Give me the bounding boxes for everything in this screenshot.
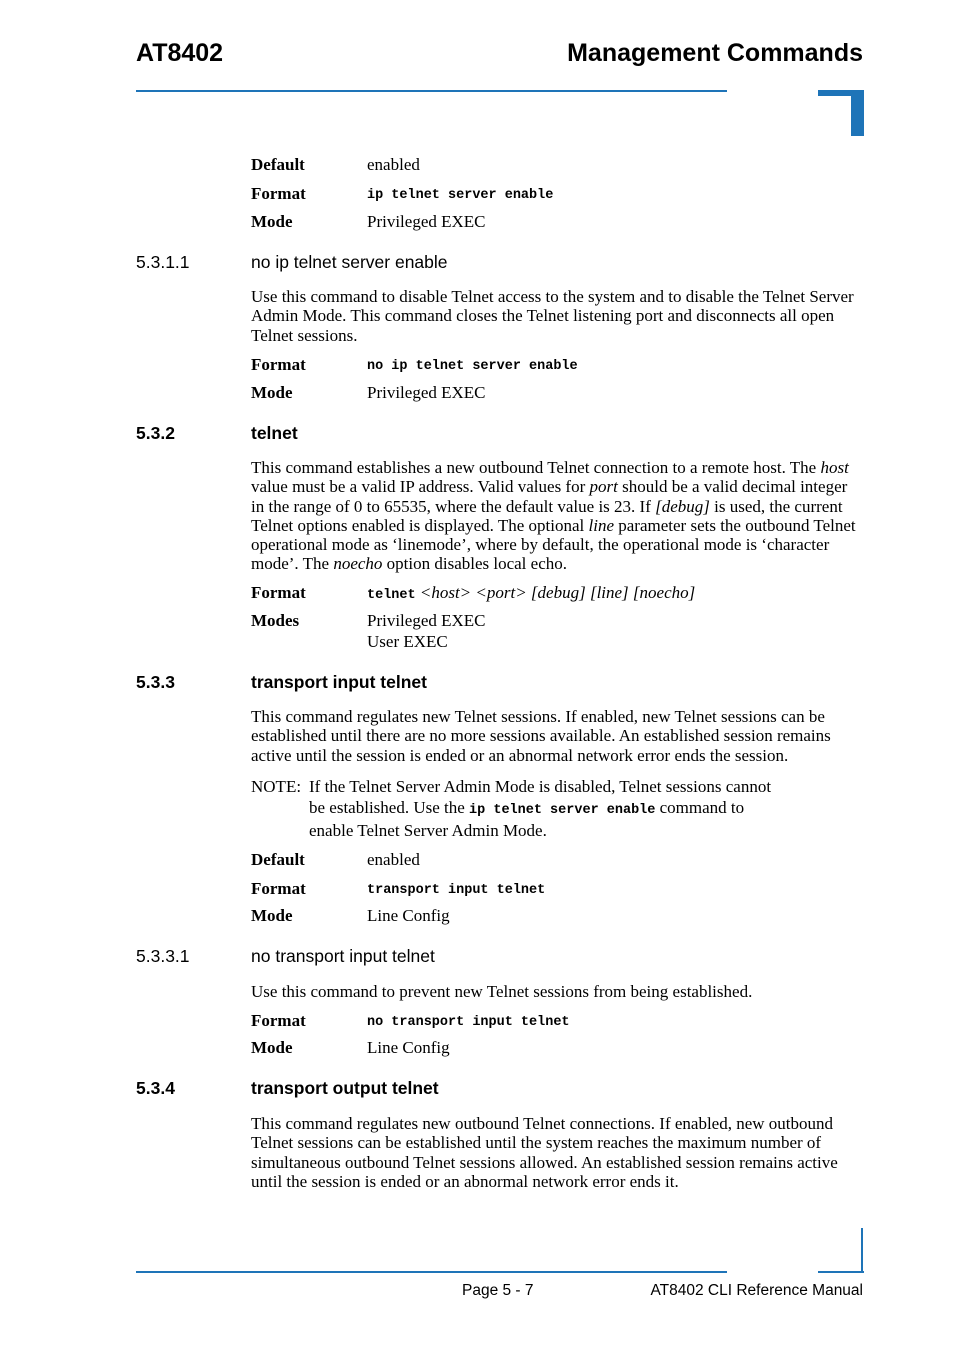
text-run: parameter sets the outbound Telnet operational mode as ‘linemode’, where by default, the operational mode is ‘character mode’. The bbox=[251, 515, 856, 574]
mode-value: Line Config bbox=[367, 1038, 450, 1057]
note-line: If the Telnet Server Admin Mode is disabled, Telnet sessions cannot bbox=[309, 777, 772, 796]
default-label: Default bbox=[251, 155, 305, 174]
footer-rule-right bbox=[818, 1271, 864, 1273]
mode-label: Mode bbox=[251, 906, 293, 925]
page-number: Page 5 - 7 bbox=[462, 1282, 534, 1299]
footer-corner-mark bbox=[861, 1228, 863, 1272]
section-number: 5.3.3 bbox=[136, 672, 175, 692]
format-label: Format bbox=[251, 184, 306, 203]
param-port: port bbox=[589, 477, 618, 497]
note-line bbox=[309, 798, 869, 822]
paragraph: Use this command to prevent new Telnet sessions from being established. bbox=[251, 982, 753, 1001]
default-value: enabled bbox=[367, 155, 420, 174]
modes-value-privileged: Privileged EXEC bbox=[367, 611, 486, 630]
param-debug: [debug] bbox=[655, 496, 710, 516]
text-run: be established. Use the bbox=[309, 797, 470, 817]
section-description bbox=[251, 458, 863, 574]
header-product-title: AT8402 bbox=[136, 39, 224, 67]
note-line: enable Telnet Server Admin Mode. bbox=[309, 821, 547, 840]
header-rule bbox=[136, 90, 727, 92]
text-run: This command establishes a new outbound Telnet connection to a remote host. The bbox=[251, 458, 821, 477]
format-label: Format bbox=[251, 583, 306, 602]
format-command: telnet bbox=[367, 588, 416, 603]
paragraph: Use this command to disable Telnet access to the system and to disable the Telnet Server Admin Mode. This command closes the Telnet listening port and disconnects all open Telnet sessions. bbox=[251, 287, 854, 345]
format-label: Format bbox=[251, 879, 306, 898]
section-description bbox=[251, 982, 863, 1001]
section-number: 5.3.4 bbox=[136, 1078, 175, 1098]
text-run: command to bbox=[655, 797, 745, 817]
corner-mark-vertical bbox=[851, 90, 864, 136]
section-number: 5.3.2 bbox=[136, 423, 175, 443]
format-arguments: <host> <port> [debug] [line] [noecho] bbox=[419, 583, 696, 602]
section-description bbox=[251, 287, 863, 345]
note-command: ip telnet server enable bbox=[469, 802, 656, 818]
text-run: value must be a valid IP address. Valid values for bbox=[251, 477, 590, 497]
section-title: telnet bbox=[251, 423, 298, 443]
param-noecho: noecho bbox=[333, 554, 383, 574]
format-value: no transport input telnet bbox=[367, 1015, 570, 1030]
param-line: line bbox=[588, 515, 614, 535]
format-value bbox=[367, 583, 695, 606]
text-run: option disables local echo. bbox=[382, 554, 567, 574]
param-host: host bbox=[820, 458, 849, 477]
format-value: no ip telnet server enable bbox=[367, 359, 578, 374]
section-number: 5.3.1.1 bbox=[136, 252, 190, 272]
paragraph: This command regulates new outbound Telnet connections. If enabled, new outbound Telnet sessions can be established until the system reaches the maximum number of simultaneous outbound Telnet sessions allowed. An established session remains active until the session is ended or an abnormal network error ends it. bbox=[251, 1114, 838, 1191]
mode-value: Line Config bbox=[367, 906, 450, 925]
text-run: should be a valid decimal integer in the range of 0 to 65535, where the default value is 23. If bbox=[251, 477, 848, 516]
header-chapter-title: Management Commands bbox=[567, 39, 863, 67]
mode-label: Mode bbox=[251, 212, 293, 231]
mode-value: Privileged EXEC bbox=[367, 212, 486, 231]
section-title: no ip telnet server enable bbox=[251, 252, 448, 272]
section-number: 5.3.3.1 bbox=[136, 946, 190, 966]
format-value: ip telnet server enable bbox=[367, 188, 554, 203]
section-title: transport input telnet bbox=[251, 672, 427, 692]
format-label: Format bbox=[251, 355, 306, 374]
mode-value: Privileged EXEC bbox=[367, 383, 486, 402]
manual-title: AT8402 CLI Reference Manual bbox=[650, 1282, 863, 1299]
note-text bbox=[309, 777, 869, 842]
default-value: enabled bbox=[367, 850, 420, 869]
format-label: Format bbox=[251, 1011, 306, 1030]
mode-label: Mode bbox=[251, 383, 293, 402]
default-label: Default bbox=[251, 850, 305, 869]
modes-value-user: User EXEC bbox=[367, 632, 448, 651]
section-title: transport output telnet bbox=[251, 1078, 439, 1098]
modes-label: Modes bbox=[251, 611, 300, 630]
text-run: is used, the current Telnet options enabled is displayed. The optional bbox=[251, 496, 843, 535]
mode-label: Mode bbox=[251, 1038, 293, 1057]
footer-rule-left bbox=[136, 1271, 727, 1273]
format-value: transport input telnet bbox=[367, 883, 546, 898]
section-title: no transport input telnet bbox=[251, 946, 435, 966]
note-prefix: NOTE: bbox=[251, 777, 302, 796]
section-description bbox=[251, 707, 863, 765]
section-description bbox=[251, 1114, 863, 1191]
paragraph: This command regulates new Telnet sessions. If enabled, new Telnet sessions can be established until there are no more sessions available. An established session remains active until the session is ended or an abnormal network error ends the session. bbox=[251, 707, 831, 765]
paragraph bbox=[251, 458, 863, 574]
